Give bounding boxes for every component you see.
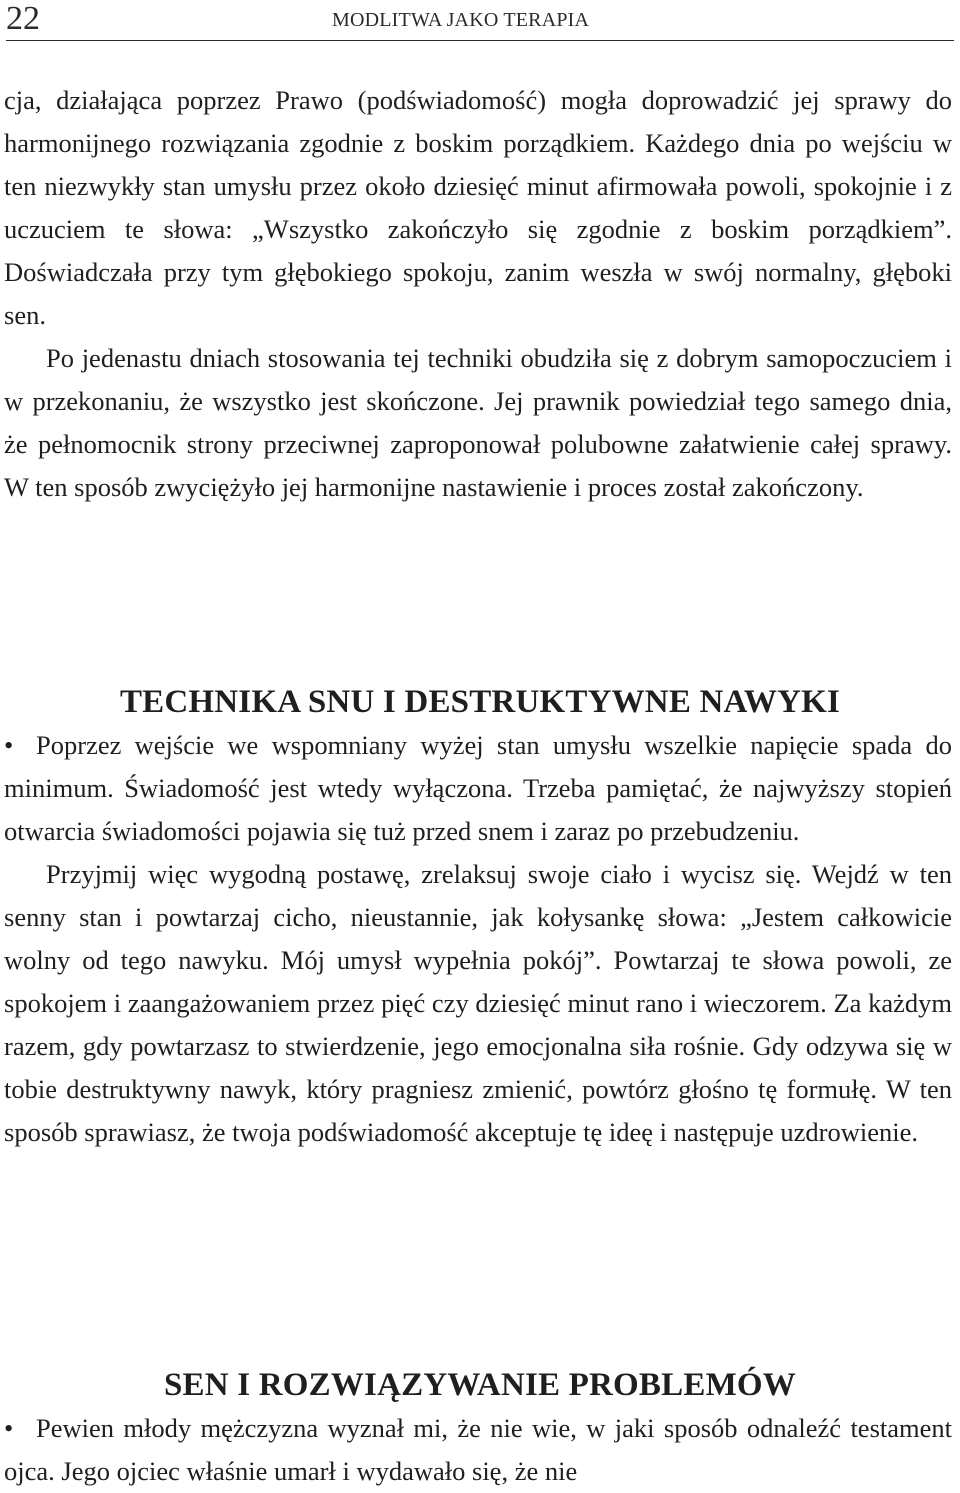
paragraph [4, 724, 952, 853]
running-title: MODLITWA JAKO TERAPIA [332, 9, 590, 31]
paragraph: cja, działająca poprzez Prawo (podświadomość) mogła doprowadzić jej sprawy do harmonijnego rozwiązania zgodnie z boskim porządkiem. Każdego dnia po wejściu w ten niezwykły stan umysłu przez około dziesięć minut afirmowała powoli, spokojnie i z uczuciem te słowa: „Wszystko zakończyło się zgodnie z boskim porządkiem”. Doświadczała przy tym głębokiego spokoju, zanim weszła w swój normalny, głęboki sen. [4, 85, 952, 330]
paragraph: Przyjmij więc wygodną postawę, zrelaksuj swoje ciało i wycisz się. Wejdź w ten senny stan i powtarzaj cicho, nieustannie, jak kołysankę słowa: „Jestem całkowicie wolny od tego nawyku. Mój umysł wypełnia pokój”. Powtarzaj te słowa powoli, ze spokojem i zaangażowaniem przez pięć czy dziesięć minut rano i wieczorem. Za każdym razem, gdy powtarzasz to stwierdzenie, jego emocjonalna siła rośnie. Gdy odzywa się w tobie destruktywny nawyk, który pragniesz zmienić, powtórz głośno tę formułę. W ten sposób sprawiasz, że twoja podświadomość akceptuje tę ideę i następuje uzdrowienie. [4, 859, 952, 1147]
paragraph-text: Poprzez wejście we wspomniany wyżej stan umysłu wszelkie napięcie spada do minimum. Świadomość jest wtedy wyłączona. Trzeba pamiętać, że najwyższy stopień otwarcia świadomości pojawia się tuż przed snem i zaraz po przebudzeniu. [4, 730, 952, 846]
running-header [6, 0, 954, 41]
paragraph [4, 1407, 952, 1493]
intro-text [4, 79, 952, 509]
section-heading: TECHNIKA SNU I DESTRUKTYWNE NAWYKI [119, 684, 841, 720]
page-number: 22 [6, 0, 40, 37]
bullet-icon: • [4, 1413, 14, 1443]
section-body [4, 724, 952, 1154]
section-body [4, 1407, 952, 1493]
paragraph: Po jedenastu dniach stosowania tej techniki obudziła się z dobrym samopoczuciem i w przekonaniu, że wszystko jest skończone. Jej prawnik powiedział tego samego dnia, że pełnomocnik strony przeciwnej zaproponował polubowne załatwienie całej sprawy. W ten sposób zwyciężyło jej harmonijne nastawienie i proces został zakończony. [4, 343, 952, 502]
bullet-icon: • [4, 730, 14, 760]
paragraph-text: Pewien młody mężczyzna wyznał mi, że nie wie, w jaki sposób odnaleźć testament ojca. Jego ojciec właśnie umarł i wydawało się, że nie [4, 1413, 952, 1486]
section-heading: SEN I ROZWIĄZYWANIE PROBLEMÓW [164, 1367, 796, 1403]
